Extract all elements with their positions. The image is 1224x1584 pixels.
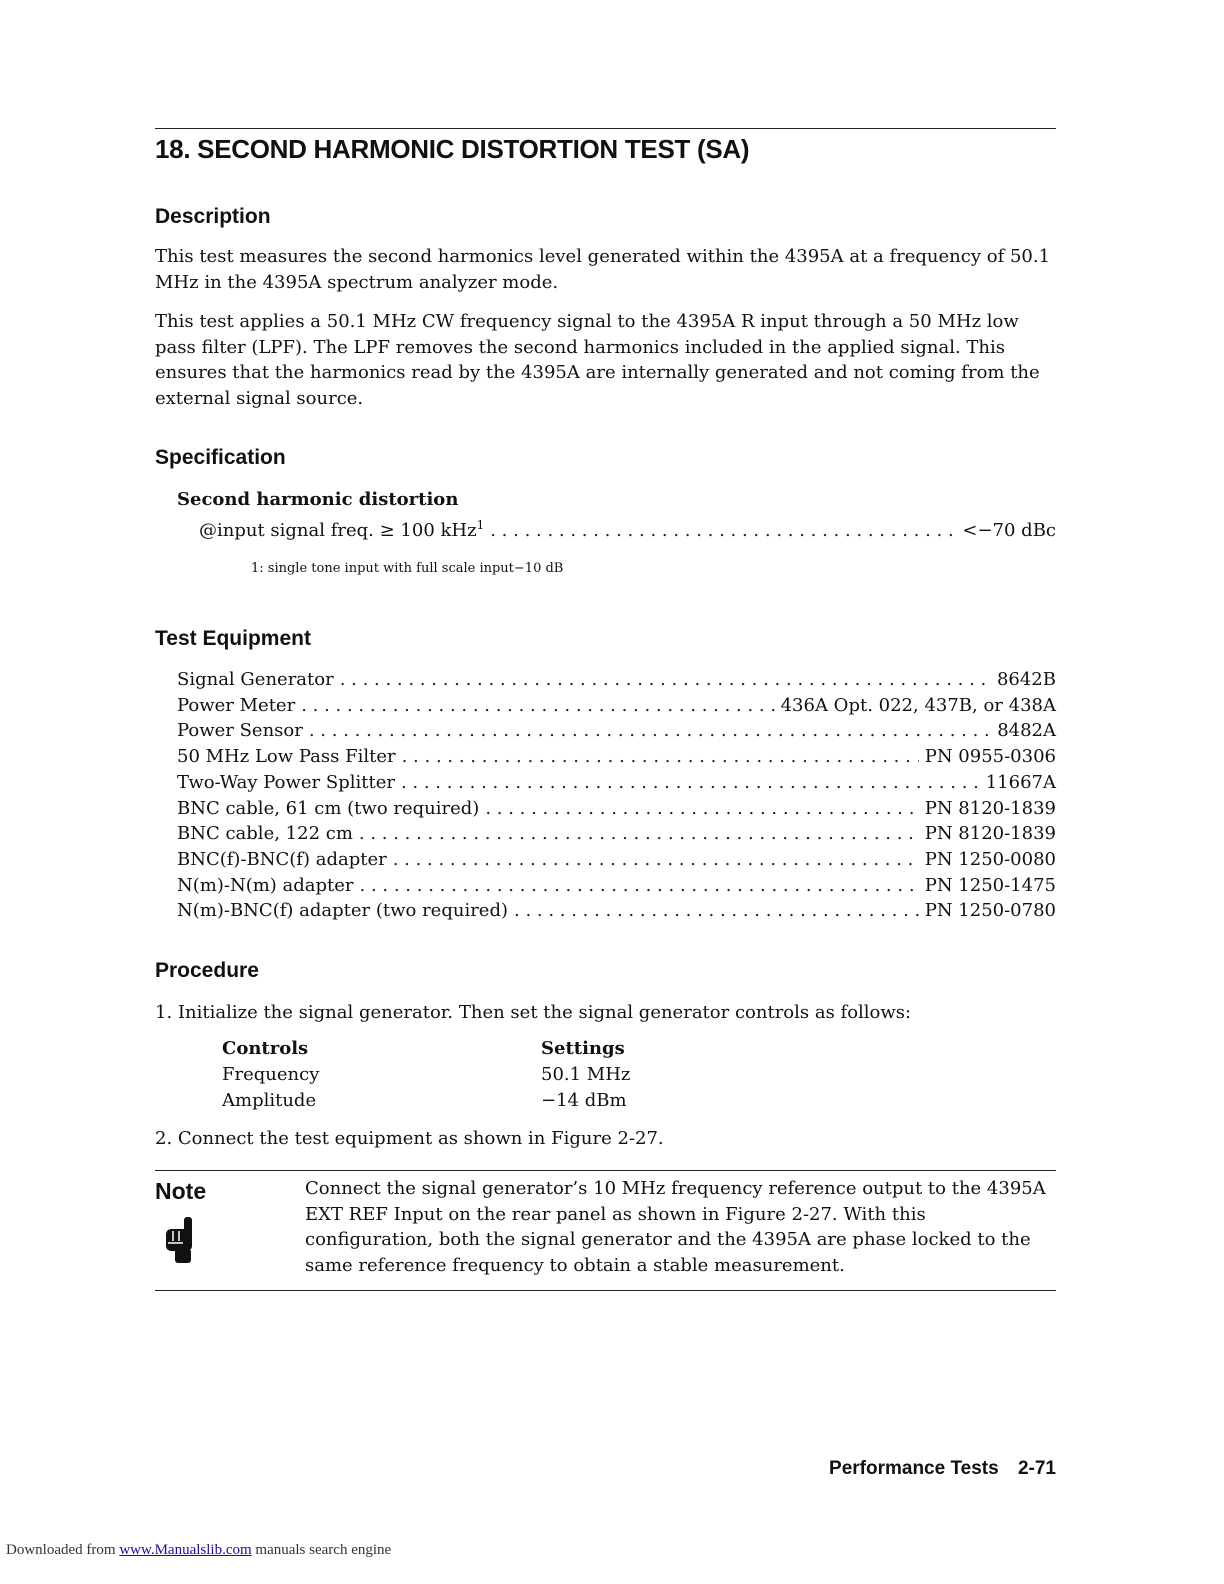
equipment-model: PN 1250-0780	[924, 900, 1056, 922]
note-text: Connect the signal generator’s 10 MHz frequency reference output to the 4395A EXT REF Input on the rear panel as shown in Figure 2-27. With this configuration, both the signal generator and the 4395A are phase locked to the same reference frequency to obtain a stable measurement.	[305, 1178, 1046, 1276]
equipment-row	[177, 873, 1056, 899]
footer-page-number: 2-71	[1017, 1458, 1056, 1479]
specification-heading: Specification	[155, 446, 286, 469]
download-notice	[6, 1542, 391, 1559]
equipment-row	[177, 796, 1056, 822]
procedure-step-1: 1. Initialize the signal generator. Then set the signal generator controls as follows:	[155, 1002, 912, 1023]
equipment-row	[177, 821, 1056, 847]
equipment-name: Power Meter	[177, 694, 296, 716]
title-top-rule	[155, 128, 1056, 129]
leader-dots	[393, 847, 919, 873]
note-bottom-rule	[155, 1290, 1056, 1291]
spec-item-title: Second harmonic distortion	[177, 489, 459, 510]
setting-frequency: 50.1 MHz	[541, 1064, 631, 1085]
equipment-model: 8642B	[996, 669, 1056, 690]
pointing-hand-icon	[163, 1215, 199, 1265]
leader-dots	[301, 693, 774, 719]
equipment-name: BNC(f)-BNC(f) adapter	[177, 848, 387, 870]
equipment-name: N(m)-BNC(f) adapter (two required)	[177, 900, 508, 922]
equipment-model: PN 1250-0080	[924, 848, 1056, 870]
equipment-name: Power Sensor	[177, 720, 303, 742]
description-paragraph-1: This test measures the second harmonics level generated within the 4395A at a frequency of 50.1 MHz in the 4395A spectrum analyzer mode.	[155, 246, 1051, 293]
manualslib-link[interactable]: www.Manualslib.com	[119, 1542, 252, 1558]
spec-value: <−70 dBc	[962, 520, 1056, 541]
equipment-name: 50 MHz Low Pass Filter	[177, 746, 396, 768]
equipment-row	[177, 693, 1056, 719]
equipment-row	[177, 770, 1056, 796]
download-suffix: manuals search engine	[255, 1542, 392, 1558]
equipment-model: 436A Opt. 022, 437B, or 438A	[780, 694, 1056, 716]
equipment-row	[177, 744, 1056, 770]
spec-condition: @input signal freq. ≥ 100 kHz$^1$	[199, 518, 485, 541]
equipment-row	[177, 667, 1056, 693]
leader-dots	[401, 770, 980, 796]
leader-dots	[340, 667, 991, 693]
leader-dots	[485, 796, 918, 822]
footnote-mark: 1	[476, 518, 485, 532]
equipment-heading: Test Equipment	[155, 627, 311, 650]
setting-amplitude: −14 dBm	[541, 1090, 627, 1111]
note-label: Note	[155, 1178, 207, 1204]
equipment-row	[177, 847, 1056, 873]
leader-dots	[309, 718, 991, 744]
procedure-step-2: 2. Connect the test equipment as shown in Figure 2-27.	[155, 1128, 664, 1149]
footer-section: Performance Tests	[829, 1458, 999, 1479]
description-paragraph-2: This test applies a 50.1 MHz CW frequency signal to the 4395A R input through a 50 MHz low pass filter (LPF). The LPF removes the second harmonics included in the applied signal. This ensures that the harmonics read by the 4395A are internally generated and not coming from the external signal source.	[155, 311, 1040, 409]
equipment-model: PN 8120-1839	[924, 797, 1056, 819]
leader-dots	[360, 873, 919, 899]
equipment-name: Two-Way Power Splitter	[177, 771, 395, 793]
page-footer	[829, 1458, 1056, 1480]
leader-dots	[514, 898, 919, 924]
control-amplitude: Amplitude	[222, 1090, 317, 1111]
equipment-name: BNC cable, 122 cm	[177, 823, 353, 845]
equipment-name: Signal Generator	[177, 669, 334, 690]
leader-dots	[359, 821, 919, 847]
leader-dots	[402, 744, 919, 770]
description-heading: Description	[155, 205, 271, 228]
spec-footnote: 1: single tone input with full scale input−10 dB	[251, 561, 564, 576]
note-top-rule	[155, 1170, 1056, 1171]
controls-header: Controls	[222, 1038, 309, 1059]
equipment-model: PN 8120-1839	[924, 823, 1056, 845]
download-prefix: Downloaded from	[6, 1542, 116, 1558]
page-title: 18. SECOND HARMONIC DISTORTION TEST (SA)	[155, 134, 750, 164]
spec-leader-dots	[490, 518, 956, 544]
control-frequency: Frequency	[222, 1064, 320, 1085]
equipment-model: 11667A	[985, 771, 1056, 793]
equipment-row	[177, 898, 1056, 924]
spec-row	[199, 513, 1056, 544]
equipment-name: BNC cable, 61 cm (two required)	[177, 797, 480, 819]
equipment-name: N(m)-N(m) adapter	[177, 874, 354, 896]
equipment-row	[177, 718, 1056, 744]
equipment-model: PN 0955-0306	[924, 746, 1056, 768]
settings-header: Settings	[541, 1038, 625, 1059]
equipment-model: PN 1250-1475	[924, 874, 1056, 896]
procedure-heading: Procedure	[155, 959, 259, 982]
equipment-model: 8482A	[997, 720, 1056, 742]
